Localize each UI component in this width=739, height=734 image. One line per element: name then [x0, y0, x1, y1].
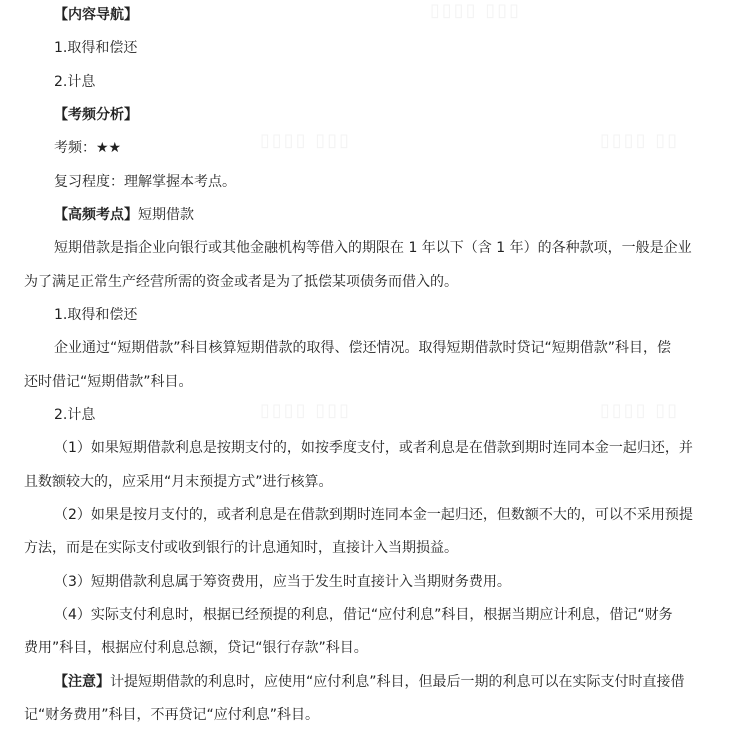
- intro-line-2: 为了满足正常生产经营所需的资金或者是为了抵偿某项债务而借入的。: [24, 274, 458, 290]
- note-line-1: [54, 672, 685, 692]
- freq-row: [54, 138, 121, 158]
- nav-heading: 【内容导航】: [54, 7, 138, 23]
- topic-heading: [54, 205, 194, 225]
- section-2-title: 2.计息: [54, 407, 96, 423]
- paragraph-4-line-1: （4）实际支付利息时，根据已经预提的利息，借记“应付利息”科目，根据当期应计利息，借记“财务: [54, 607, 673, 623]
- watermark: ▯▯▯▯ ▯▯: [600, 400, 680, 421]
- topic-title: 短期借款: [138, 207, 194, 223]
- paragraph-1-line-2: 且数额较大的，应采用“月末预提方式”进行核算。: [24, 474, 333, 490]
- topic-tag: 【高频考点】: [54, 207, 138, 223]
- watermark: ▯▯▯▯ ▯▯▯: [430, 0, 522, 21]
- paragraph-3-line-1: （3）短期借款利息属于筹资费用，应当于发生时直接计入当期财务费用。: [54, 574, 511, 590]
- note-line-2: 记“财务费用”科目，不再贷记“应付利息”科目。: [24, 707, 320, 723]
- note-text-1: 计提短期借款的利息时，应使用“应付利息”科目，但最后一期的利息可以在实际支付时直接借: [110, 674, 685, 690]
- paragraph-2-line-2: 方法，而是在实际支付或收到银行的计息通知时，直接计入当期损益。: [24, 540, 458, 556]
- review-level: 复习程度：理解掌握本考点。: [54, 174, 236, 190]
- nav-item-1: 1.取得和偿还: [54, 40, 138, 56]
- freq-heading: 【考频分析】: [54, 107, 138, 123]
- section-1-title: 1.取得和偿还: [54, 307, 138, 323]
- watermark: ▯▯▯▯ ▯▯: [600, 130, 680, 151]
- paragraph-4-line-2: 费用”科目，根据应付利息总额，贷记“银行存款”科目。: [24, 640, 368, 656]
- section-1-line-1: 企业通过“短期借款”科目核算短期借款的取得、偿还情况。取得短期借款时贷记“短期借款”科目，偿: [54, 340, 672, 356]
- paragraph-1-line-1: （1）如果短期借款利息是按期支付的，如按季度支付，或者利息是在借款到期时连同本金一起归还，并: [54, 440, 693, 456]
- note-tag: 【注意】: [54, 674, 110, 690]
- freq-label: 考频：: [54, 140, 96, 156]
- paragraph-2-line-1: （2）如果是按月支付的，或者利息是在借款到期时连同本金一起归还，但数额不大的，可以不采用预提: [54, 507, 693, 523]
- nav-item-2: 2.计息: [54, 74, 96, 90]
- freq-stars: ★★: [96, 140, 122, 156]
- section-1-line-2: 还时借记“短期借款”科目。: [24, 374, 193, 390]
- watermark: ▯▯▯▯ ▯▯▯: [260, 130, 352, 151]
- intro-line-1: 短期借款是指企业向银行或其他金融机构等借入的期限在 1 年以下（含 1 年）的各种款项，一般是企业: [54, 240, 692, 256]
- watermark: ▯▯▯▯ ▯▯▯: [260, 400, 352, 421]
